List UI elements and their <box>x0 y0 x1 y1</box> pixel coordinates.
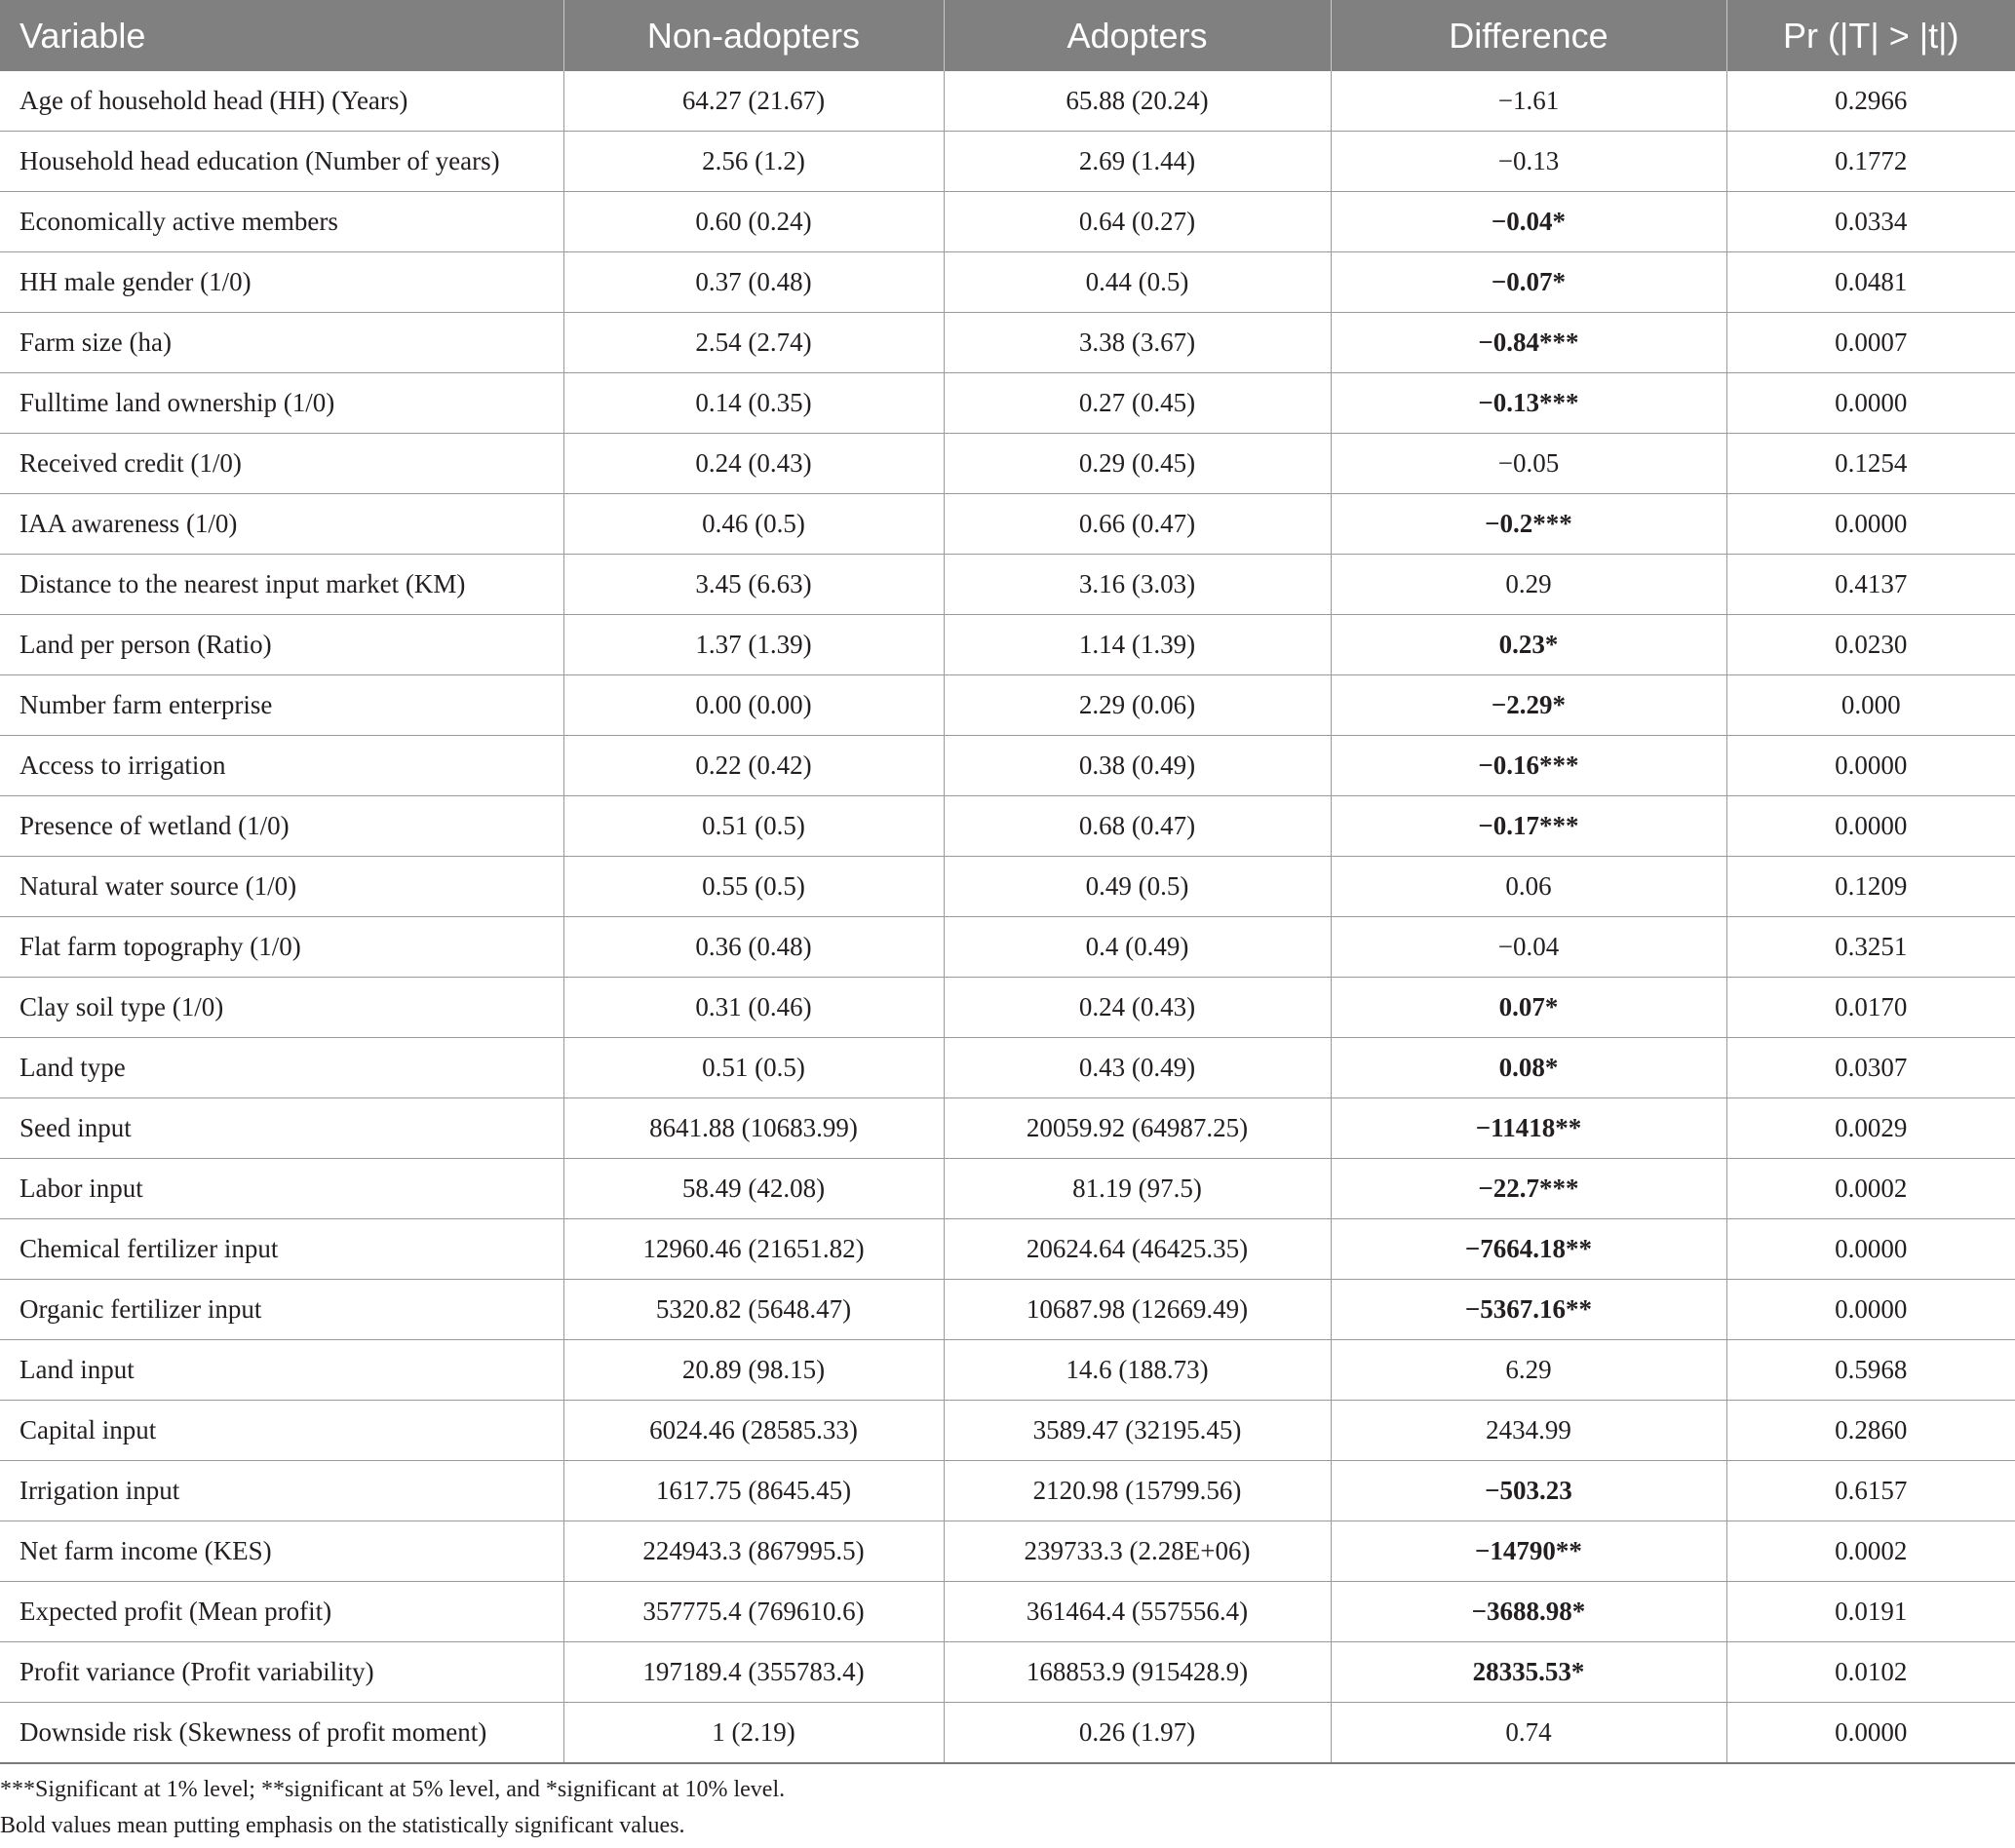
cell-difference: 2434.99 <box>1331 1401 1726 1461</box>
cell-adopters: 168853.9 (915428.9) <box>944 1642 1331 1703</box>
cell-non-adopters: 0.24 (0.43) <box>563 434 944 494</box>
cell-pr: 0.1254 <box>1726 434 2015 494</box>
cell-pr: 0.0307 <box>1726 1038 2015 1098</box>
table-row <box>0 675 2015 736</box>
cell-non-adopters: 197189.4 (355783.4) <box>563 1642 944 1703</box>
cell-pr: 0.0102 <box>1726 1642 2015 1703</box>
cell-variable: Net farm income (KES) <box>0 1521 563 1582</box>
cell-difference: −5367.16** <box>1331 1280 1726 1340</box>
cell-adopters: 0.49 (0.5) <box>944 857 1331 917</box>
cell-variable: Organic fertilizer input <box>0 1280 563 1340</box>
cell-variable: Access to irrigation <box>0 736 563 796</box>
cell-difference: −11418** <box>1331 1098 1726 1159</box>
cell-non-adopters: 0.51 (0.5) <box>563 796 944 857</box>
cell-adopters: 239733.3 (2.28E+06) <box>944 1521 1331 1582</box>
cell-difference: 28335.53* <box>1331 1642 1726 1703</box>
cell-variable: Fulltime land ownership (1/0) <box>0 373 563 434</box>
cell-difference: −0.13 <box>1331 132 1726 192</box>
cell-pr: 0.0000 <box>1726 494 2015 555</box>
cell-variable: IAA awareness (1/0) <box>0 494 563 555</box>
cell-adopters: 0.64 (0.27) <box>944 192 1331 252</box>
cell-adopters: 0.38 (0.49) <box>944 736 1331 796</box>
cell-adopters: 65.88 (20.24) <box>944 71 1331 132</box>
table-row <box>0 313 2015 373</box>
cell-pr: 0.0000 <box>1726 1280 2015 1340</box>
cell-pr: 0.5968 <box>1726 1340 2015 1401</box>
table-notes <box>0 1772 785 1844</box>
cell-difference: −1.61 <box>1331 71 1726 132</box>
cell-difference: −503.23 <box>1331 1461 1726 1521</box>
cell-difference: 0.08* <box>1331 1038 1726 1098</box>
table-row <box>0 555 2015 615</box>
cell-pr: 0.0000 <box>1726 1219 2015 1280</box>
cell-pr: 0.1209 <box>1726 857 2015 917</box>
table-header <box>0 0 2015 71</box>
cell-difference: −0.04* <box>1331 192 1726 252</box>
table-row <box>0 1340 2015 1401</box>
cell-non-adopters: 0.51 (0.5) <box>563 1038 944 1098</box>
cell-variable: Number farm enterprise <box>0 675 563 736</box>
cell-non-adopters: 0.55 (0.5) <box>563 857 944 917</box>
cell-difference: −2.29* <box>1331 675 1726 736</box>
cell-non-adopters: 1617.75 (8645.45) <box>563 1461 944 1521</box>
table-row <box>0 1159 2015 1219</box>
cell-difference: −0.2*** <box>1331 494 1726 555</box>
table-body <box>0 71 2015 1763</box>
cell-variable: Land input <box>0 1340 563 1401</box>
cell-difference: −3688.98* <box>1331 1582 1726 1642</box>
cell-adopters: 0.44 (0.5) <box>944 252 1331 313</box>
cell-non-adopters: 5320.82 (5648.47) <box>563 1280 944 1340</box>
table-row <box>0 494 2015 555</box>
cell-non-adopters: 64.27 (21.67) <box>563 71 944 132</box>
table-row <box>0 736 2015 796</box>
table-row <box>0 132 2015 192</box>
cell-difference: −0.07* <box>1331 252 1726 313</box>
cell-variable: Chemical fertilizer input <box>0 1219 563 1280</box>
cell-adopters: 20059.92 (64987.25) <box>944 1098 1331 1159</box>
cell-pr: 0.2966 <box>1726 71 2015 132</box>
cell-adopters: 0.24 (0.43) <box>944 978 1331 1038</box>
table-row <box>0 1401 2015 1461</box>
cell-pr: 0.1772 <box>1726 132 2015 192</box>
cell-non-adopters: 0.00 (0.00) <box>563 675 944 736</box>
cell-adopters: 0.27 (0.45) <box>944 373 1331 434</box>
cell-variable: Land type <box>0 1038 563 1098</box>
cell-variable: Age of household head (HH) (Years) <box>0 71 563 132</box>
cell-variable: Expected profit (Mean profit) <box>0 1582 563 1642</box>
cell-variable: Household head education (Number of years) <box>0 132 563 192</box>
cell-adopters: 1.14 (1.39) <box>944 615 1331 675</box>
cell-difference: −7664.18** <box>1331 1219 1726 1280</box>
cell-non-adopters: 0.14 (0.35) <box>563 373 944 434</box>
cell-non-adopters: 0.60 (0.24) <box>563 192 944 252</box>
cell-difference: 0.29 <box>1331 555 1726 615</box>
cell-non-adopters: 2.54 (2.74) <box>563 313 944 373</box>
table-row <box>0 252 2015 313</box>
cell-variable: Downside risk (Skewness of profit moment) <box>0 1703 563 1764</box>
cell-adopters: 2.29 (0.06) <box>944 675 1331 736</box>
cell-pr: 0.0002 <box>1726 1159 2015 1219</box>
header-adopters: Adopters <box>944 0 1331 71</box>
cell-adopters: 0.4 (0.49) <box>944 917 1331 978</box>
cell-pr: 0.0481 <box>1726 252 2015 313</box>
table-row <box>0 1582 2015 1642</box>
table-row <box>0 434 2015 494</box>
cell-difference: 0.23* <box>1331 615 1726 675</box>
cell-difference: −0.13*** <box>1331 373 1726 434</box>
cell-non-adopters: 0.31 (0.46) <box>563 978 944 1038</box>
table-row <box>0 615 2015 675</box>
cell-variable: Received credit (1/0) <box>0 434 563 494</box>
cell-variable: Profit variance (Profit variability) <box>0 1642 563 1703</box>
header-row <box>0 0 2015 71</box>
table-row <box>0 796 2015 857</box>
table-row <box>0 1219 2015 1280</box>
cell-non-adopters: 0.46 (0.5) <box>563 494 944 555</box>
cell-pr: 0.0002 <box>1726 1521 2015 1582</box>
cell-adopters: 3589.47 (32195.45) <box>944 1401 1331 1461</box>
cell-variable: Presence of wetland (1/0) <box>0 796 563 857</box>
cell-variable: Natural water source (1/0) <box>0 857 563 917</box>
cell-non-adopters: 357775.4 (769610.6) <box>563 1582 944 1642</box>
cell-pr: 0.3251 <box>1726 917 2015 978</box>
table-row <box>0 373 2015 434</box>
cell-pr: 0.0007 <box>1726 313 2015 373</box>
cell-non-adopters: 0.22 (0.42) <box>563 736 944 796</box>
cell-non-adopters: 12960.46 (21651.82) <box>563 1219 944 1280</box>
cell-pr: 0.0000 <box>1726 736 2015 796</box>
cell-adopters: 14.6 (188.73) <box>944 1340 1331 1401</box>
header-non-adopters: Non-adopters <box>563 0 944 71</box>
cell-pr: 0.0000 <box>1726 796 2015 857</box>
cell-difference: −0.04 <box>1331 917 1726 978</box>
cell-adopters: 10687.98 (12669.49) <box>944 1280 1331 1340</box>
cell-adopters: 0.66 (0.47) <box>944 494 1331 555</box>
table-row <box>0 1280 2015 1340</box>
header-pr: Pr (|T| > |t|) <box>1726 0 2015 71</box>
cell-non-adopters: 6024.46 (28585.33) <box>563 1401 944 1461</box>
cell-variable: Irrigation input <box>0 1461 563 1521</box>
cell-variable: Clay soil type (1/0) <box>0 978 563 1038</box>
cell-variable: Economically active members <box>0 192 563 252</box>
table-row <box>0 857 2015 917</box>
cell-pr: 0.0170 <box>1726 978 2015 1038</box>
cell-variable: HH male gender (1/0) <box>0 252 563 313</box>
cell-non-adopters: 3.45 (6.63) <box>563 555 944 615</box>
table-row <box>0 978 2015 1038</box>
cell-pr: 0.0334 <box>1726 192 2015 252</box>
cell-adopters: 81.19 (97.5) <box>944 1159 1331 1219</box>
cell-adopters: 3.38 (3.67) <box>944 313 1331 373</box>
cell-adopters: 0.29 (0.45) <box>944 434 1331 494</box>
cell-pr: 0.4137 <box>1726 555 2015 615</box>
cell-non-adopters: 20.89 (98.15) <box>563 1340 944 1401</box>
table-row <box>0 1642 2015 1703</box>
cell-pr: 0.000 <box>1726 675 2015 736</box>
bold-note: Bold values mean putting emphasis on the statistically significant values. <box>0 1813 685 1838</box>
table-row <box>0 1038 2015 1098</box>
cell-adopters: 0.43 (0.49) <box>944 1038 1331 1098</box>
cell-adopters: 20624.64 (46425.35) <box>944 1219 1331 1280</box>
cell-variable: Capital input <box>0 1401 563 1461</box>
cell-difference: 6.29 <box>1331 1340 1726 1401</box>
cell-non-adopters: 8641.88 (10683.99) <box>563 1098 944 1159</box>
cell-pr: 0.0191 <box>1726 1582 2015 1642</box>
cell-adopters: 3.16 (3.03) <box>944 555 1331 615</box>
cell-adopters: 2.69 (1.44) <box>944 132 1331 192</box>
header-variable: Variable <box>0 0 563 71</box>
cell-variable: Seed input <box>0 1098 563 1159</box>
cell-adopters: 0.68 (0.47) <box>944 796 1331 857</box>
cell-non-adopters: 1.37 (1.39) <box>563 615 944 675</box>
table-row <box>0 1521 2015 1582</box>
cell-adopters: 2120.98 (15799.56) <box>944 1461 1331 1521</box>
cell-non-adopters: 2.56 (1.2) <box>563 132 944 192</box>
cell-adopters: 0.26 (1.97) <box>944 1703 1331 1764</box>
cell-difference: −0.05 <box>1331 434 1726 494</box>
cell-non-adopters: 1 (2.19) <box>563 1703 944 1764</box>
cell-difference: −22.7*** <box>1331 1159 1726 1219</box>
significance-note: ***Significant at 1% level; **significant at 5% level, and *significant at 10% level. <box>0 1777 786 1802</box>
cell-difference: −0.16*** <box>1331 736 1726 796</box>
cell-difference: 0.07* <box>1331 978 1726 1038</box>
table-row <box>0 192 2015 252</box>
table-row <box>0 917 2015 978</box>
cell-pr: 0.6157 <box>1726 1461 2015 1521</box>
header-difference: Difference <box>1331 0 1726 71</box>
cell-pr: 0.0029 <box>1726 1098 2015 1159</box>
cell-pr: 0.2860 <box>1726 1401 2015 1461</box>
cell-variable: Land per person (Ratio) <box>0 615 563 675</box>
cell-variable: Flat farm topography (1/0) <box>0 917 563 978</box>
cell-difference: −0.84*** <box>1331 313 1726 373</box>
table-row <box>0 1703 2015 1764</box>
cell-non-adopters: 0.36 (0.48) <box>563 917 944 978</box>
cell-variable: Farm size (ha) <box>0 313 563 373</box>
table-row <box>0 1461 2015 1521</box>
cell-adopters: 361464.4 (557556.4) <box>944 1582 1331 1642</box>
cell-non-adopters: 224943.3 (867995.5) <box>563 1521 944 1582</box>
cell-variable: Labor input <box>0 1159 563 1219</box>
table-row <box>0 1098 2015 1159</box>
cell-difference: −0.17*** <box>1331 796 1726 857</box>
table-row <box>0 71 2015 132</box>
cell-pr: 0.0000 <box>1726 1703 2015 1764</box>
cell-non-adopters: 58.49 (42.08) <box>563 1159 944 1219</box>
cell-pr: 0.0000 <box>1726 373 2015 434</box>
cell-difference: −14790** <box>1331 1521 1726 1582</box>
cell-difference: 0.74 <box>1331 1703 1726 1764</box>
cell-pr: 0.0230 <box>1726 615 2015 675</box>
cell-difference: 0.06 <box>1331 857 1726 917</box>
cell-non-adopters: 0.37 (0.48) <box>563 252 944 313</box>
cell-variable: Distance to the nearest input market (KM) <box>0 555 563 615</box>
